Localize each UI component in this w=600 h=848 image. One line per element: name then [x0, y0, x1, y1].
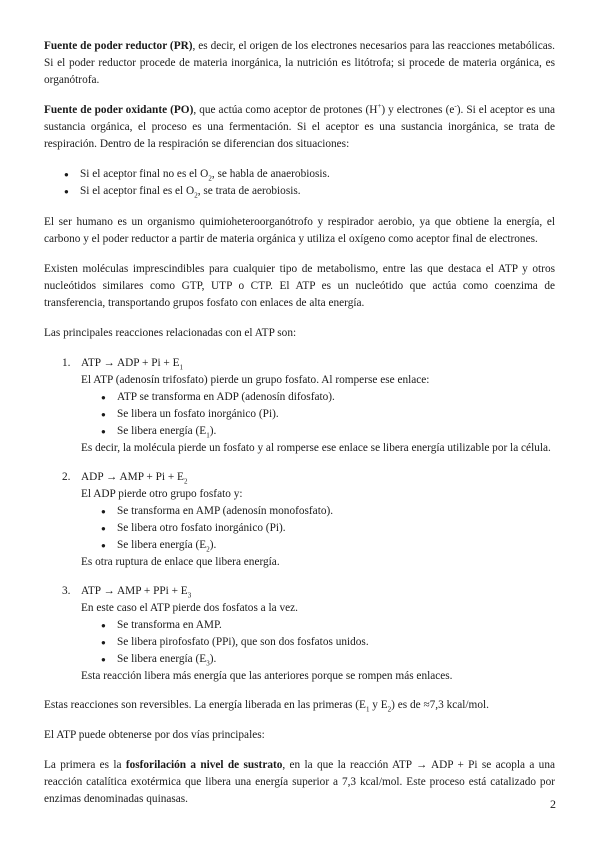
reactions-list: [44, 355, 555, 685]
reaction-equation: ADP → AMP + $Pi + E_2$: [81, 471, 188, 486]
reaction-equation: ATP → ADP + $Pi + E_1$: [81, 357, 184, 372]
reaction-summary: Esta reacción libera más energía que las anteriores porque se rompen más enlaces.: [81, 670, 453, 682]
paragraph-substrate-phosphorylation: La primera es la fosforilación a nivel de sustrato, en la que la reacción ATP → ADP + Pi se acopla a una reacción catalítica exotérmica que libera una energía superior a 7,3 kcal/mol. Este proceso está catalizado por enzimas denominadas quinasas.: [44, 759, 555, 805]
paragraph-reducing-power: Fuente de poder reductor (PR), es decir, el origen de los electrones necesarios para las reacciones metabólicas. Si el poder reductor procede de materia inorgánica, la nutrición es litótrofa; si procede de materia orgánica, es organótrofa.: [44, 40, 555, 86]
paragraph-atp-intro: Existen moléculas imprescindibles para cualquier tipo de metabolismo, entre las que destaca el ATP y otros nucleótidos similares como GTP, UTP o CTP. El ATP es un nucleótido que actúa como coenzima de transferencia, transportando grupos fosfato con enlaces de alta energía.: [44, 263, 555, 309]
paragraph-atp-pathways: El ATP puede obtenerse por dos vías principales:: [44, 729, 265, 741]
reaction-number: 2.: [62, 471, 71, 483]
list-item: ● Se libera energía $(E_3)$.: [101, 651, 555, 668]
list-item: ● Se transforma en AMP.: [101, 617, 555, 634]
term-oxidizing-power: Fuente de poder oxidante (PO): [44, 104, 194, 116]
list-item: ● Si el aceptor final no es el $O_2$, se habla de anaerobiosis.: [64, 166, 555, 183]
paragraph-oxidizing-power: Fuente de poder oxidante (PO), que actúa como aceptor de protones (H+) y electrones (e-). Si el aceptor es una sustancia orgánica, el proceso es una fermentación. Si el aceptor es una sustancia inorgánica, se trata de respiración. Dentro de la respiración se diferencian dos situaciones:: [44, 102, 556, 150]
list-item: ● Se libera pirofosfato (PPi), que son dos fosfatos unidos.: [101, 634, 555, 651]
reaction-details: [81, 389, 555, 440]
reaction-number: 1.: [62, 357, 71, 369]
document-page: [44, 38, 555, 821]
list-item: ● Si el aceptor final es el $O_2$, se trata de aerobiosis.: [64, 183, 555, 200]
reaction-item: [44, 583, 555, 685]
paragraph-reactions-intro: Las principales reacciones relacionadas con el ATP son:: [44, 327, 297, 339]
reaction-intro: El ATP (adenosín trifosfato) pierde un grupo fosfato. Al romperse ese enlace:: [81, 374, 430, 386]
reaction-details: [81, 503, 555, 554]
reaction-intro: En este caso el ATP pierde dos fosfatos a la vez.: [81, 602, 298, 614]
paragraph-reversibility: Estas reacciones son reversibles. La energía liberada en las primeras ($E_1$ y $E_2$) es de ≈7,3 kcal/mol.: [44, 699, 489, 714]
list-item: ● Se libera energía $(E_1)$.: [101, 423, 555, 440]
list-item: ● Se libera un fosfato inorgánico (Pi).: [101, 406, 555, 423]
reaction-item: [44, 355, 555, 457]
reaction-equation: ATP → AMP + PPi + $E_3$: [81, 585, 192, 600]
list-item: ● Se transforma en AMP (adenosín monofosfato).: [101, 503, 555, 520]
reaction-intro: El ADP pierde otro grupo fosfato y:: [81, 488, 243, 500]
list-item: ● Se libera energía $(E_2)$.: [101, 537, 555, 554]
reaction-item: [44, 469, 555, 571]
reaction-details: [81, 617, 555, 668]
term-substrate-phosphorylation: fosforilación a nivel de sustrato: [125, 759, 283, 771]
list-item: ● Se libera otro fosfato inorgánico (Pi).: [101, 520, 555, 537]
term-reducing-power: Fuente de poder reductor (PR): [44, 40, 193, 52]
reaction-number: 3.: [62, 585, 71, 597]
reaction-summary: Es otra ruptura de enlace que libera energía.: [81, 556, 280, 568]
reaction-summary: Es decir, la molécula pierde un fosfato y al romperse ese enlace se libera energía utilizable por la célula.: [81, 442, 551, 454]
paragraph-human-metabolism: El ser humano es un organismo quimioheteroorganótrofo y respirador aerobio, ya que obtiene la energía, el carbono y el poder reductor a partir de materia orgánica y utiliza el oxígeno como aceptor final de electrones.: [44, 216, 555, 245]
respiration-list: [44, 166, 555, 200]
list-item: ● ATP se transforma en ADP (adenosín difosfato).: [101, 389, 555, 406]
page-number: 2: [550, 797, 556, 811]
